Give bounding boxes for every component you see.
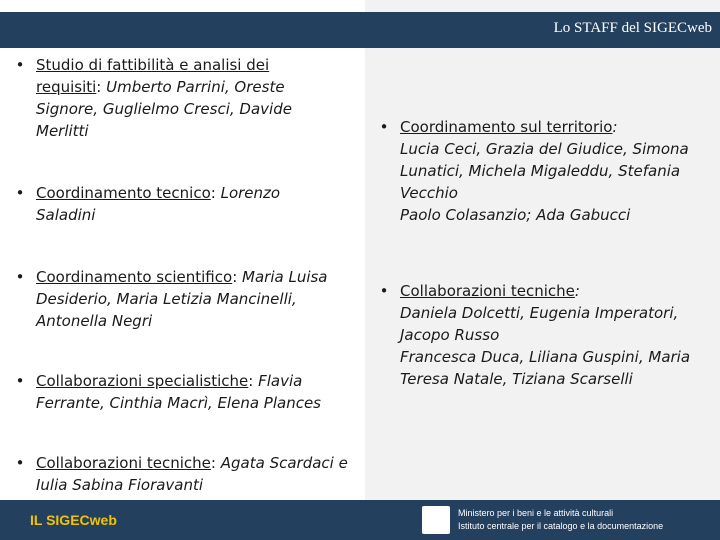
item-label: Collaborazioni tecniche [36, 454, 211, 472]
item-label: Coordinamento sul territorio [400, 118, 613, 136]
item-names: Agata Scardaci e Iulia Sabina Fioravanti [36, 454, 348, 494]
list-item [12, 370, 352, 414]
item-names: Maria Luisa Desiderio, Maria Letizia Mancinelli, Antonella Negri [36, 268, 328, 330]
item-label: Coordinamento scientifico [36, 268, 233, 286]
footer-org-line: Ministero per i beni e le attività culturali [458, 508, 614, 518]
right-panel [365, 0, 720, 540]
item-sep: : [210, 184, 216, 202]
header-bar [0, 12, 720, 48]
footer-brand: IL SIGECweb [30, 512, 117, 528]
item-label: Collaborazioni specialistiche [36, 372, 249, 390]
footer-org-line: Istituto centrale per il catalogo e la documentazione [458, 521, 664, 531]
bullet: • [15, 454, 25, 472]
list-item [12, 452, 364, 496]
bullet: • [15, 372, 25, 390]
item-names: Daniela Dolcetti, Eugenia Imperatori, Jacopo Russo [400, 304, 679, 344]
item-sep: : [574, 282, 580, 300]
item-names: Francesca Duca, Liliana Guspini, Maria Teresa Natale, Tiziana Scarselli [400, 348, 691, 388]
item-label: Coordinamento tecnico [36, 184, 211, 202]
ministry-logo-icon [422, 506, 450, 534]
page-title: Lo STAFF del SIGECweb [553, 20, 712, 36]
bullet: • [379, 118, 389, 136]
item-names: Paolo Colasanzio; Ada Gabucci [400, 206, 631, 224]
item-names: Lucia Ceci, Grazia del Giudice, Simona Lunatici, Michela Migaleddu, Stefania Vecchio [400, 140, 689, 202]
item-names: Umberto Parrini, Oreste Signore, Guglielmo Cresci, Davide Merlitti [36, 78, 292, 140]
footer-bar [0, 500, 720, 540]
list-item [376, 280, 716, 390]
list-item [376, 116, 716, 226]
list-item [12, 182, 332, 226]
bullet: • [15, 184, 25, 202]
footer-org [458, 507, 663, 533]
item-sep: : [612, 118, 618, 136]
item-sep: : [210, 454, 216, 472]
list-item [12, 266, 367, 332]
item-names: Flavia Ferrante, Cinthia Macrì, Elena Plances [36, 372, 321, 412]
item-sep: : [96, 78, 102, 96]
item-sep: : [248, 372, 254, 390]
item-sep: : [232, 268, 238, 286]
bullet: • [15, 268, 25, 286]
item-label: Studio di fattibilità e analisi dei requisiti [36, 56, 270, 96]
bullet: • [15, 56, 25, 74]
bullet: • [379, 282, 389, 300]
list-item [12, 54, 332, 142]
item-names: Lorenzo Saladini [36, 184, 281, 224]
item-label: Collaborazioni tecniche [400, 282, 575, 300]
